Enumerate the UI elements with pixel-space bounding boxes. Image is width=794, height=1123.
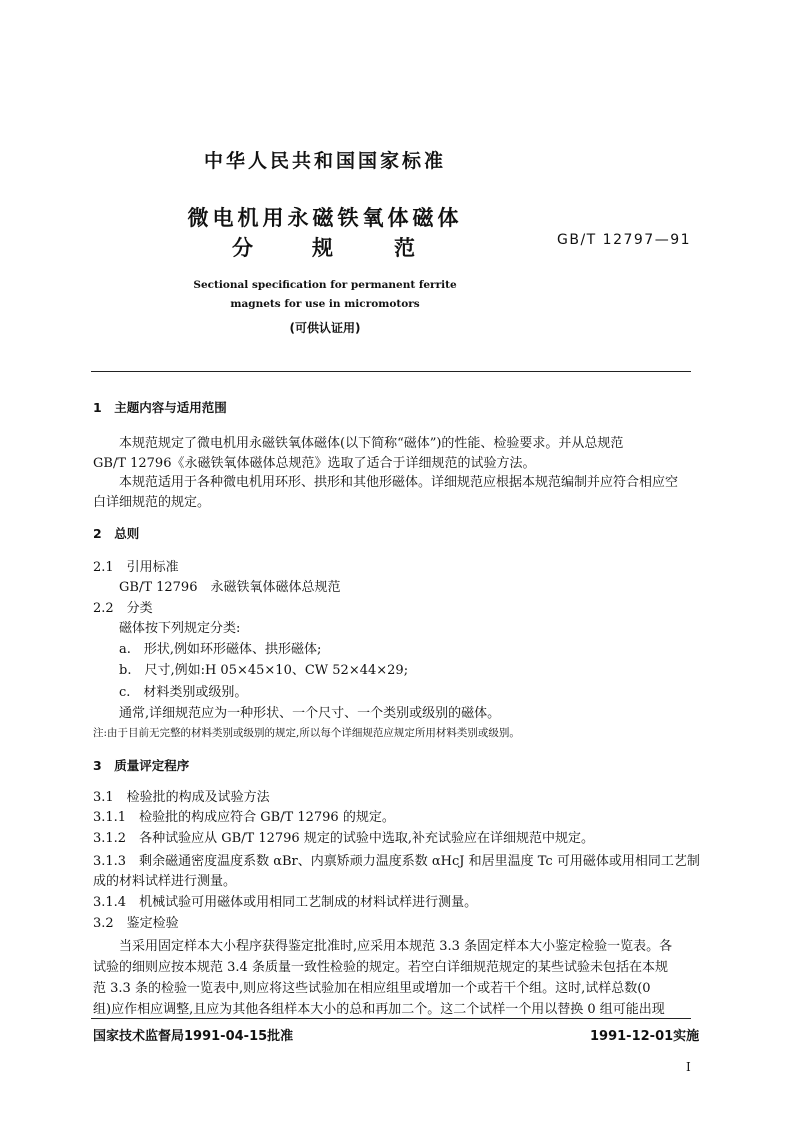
section3-1-1: 3.1.1 检验批的构成应符合 GB/T 12796 的规定。	[93, 810, 395, 825]
section3-2-line1: 当采用固定样本大小程序获得鉴定批准时,应采用本规范 3.3 条固定样本大小鉴定检验一览表。各	[119, 939, 673, 954]
section1-p1-line1: 本规范规定了微电机用永磁铁氧体磁体(以下简称“磁体”)的性能、检验要求。并从总规范	[119, 436, 624, 451]
section2-2-intro: 磁体按下列规定分类:	[119, 621, 241, 636]
section3-1-3-line2: 成的材料试样进行测量。	[93, 874, 237, 889]
section1-p2-line1: 本规范适用于各种微电机用环形、拱形和其他形磁体。详细规范应根据本规范编制并应符合相应空	[119, 475, 679, 490]
section1-p2-line2: 白详细规范的规定。	[93, 495, 211, 510]
national-standard-heading: 中华人民共和国国家标准	[203, 150, 446, 172]
section3-1-2: 3.1.2 各种试验应从 GB/T 12796 规定的试验中选取,补充试验应在详细规范中规定。	[93, 831, 594, 846]
classification-item-a: a. 形状,例如环形磁体、拱形磁体;	[119, 642, 322, 657]
title-char-2: 规	[312, 236, 333, 260]
title-char-3: 范	[394, 236, 415, 260]
classification-item-c: c. 材料类别或级别。	[119, 685, 248, 700]
title-char-1: 分	[232, 236, 253, 260]
certification-note: (可供认证用)	[289, 321, 361, 335]
section3-2-line4: 组)应作相应调整,且应为其他各组样本大小的总和再加二个。这二个试样一个用以替换 0 组可能出现	[93, 1002, 665, 1017]
header-divider	[91, 371, 691, 372]
section1-heading: 1 主题内容与适用范围	[93, 400, 227, 415]
english-title-line2: magnets for use in micromotors	[230, 298, 420, 310]
section3-2-line2: 试验的细则应按本规范 3.4 条质量一致性检验的规定。若空白详细规范规定的某些试验未包括在本规	[93, 960, 668, 975]
section2-note: 注:由于目前无完整的材料类别或级别的规定,所以每个详细规范应规定所用材料类别或级别。	[93, 727, 520, 739]
standard-title: 微电机用永磁铁氧体磁体	[187, 206, 463, 230]
section2-1-title: 2.1 引用标准	[93, 560, 179, 575]
section3-heading: 3 质量评定程序	[93, 758, 190, 773]
section2-2-title: 2.2 分类	[93, 601, 153, 616]
section3-2-title: 3.2 鉴定检验	[93, 916, 179, 931]
section2-heading: 2 总则	[93, 526, 140, 541]
standard-number: GB/T 12797—91	[557, 232, 692, 248]
section3-2-line3: 范 3.3 条的检验一览表中,则应将这些试验加在相应组里或增加一个或若干个组。这时,试样总数(0	[93, 981, 651, 996]
footer-divider	[91, 1018, 691, 1019]
section3-1-3-line1: 3.1.3 剩余磁通密度温度系数 αBr、内禀矫顽力温度系数 αHcJ 和居里温度 Tc 可用磁体或用相同工艺制	[93, 854, 700, 869]
section2-2-usual: 通常,详细规范应为一种形状、一个尺寸、一个类别或级别的磁体。	[119, 706, 501, 721]
english-title-line1: Sectional specification for permanent ferrite	[193, 279, 457, 291]
section1-p1-line2: GB/T 12796《永磁铁氧体磁体总规范》选取了适合于详细规范的试验方法。	[93, 456, 536, 471]
approval-date: 国家技术监督局1991-04-15批准	[93, 1029, 294, 1044]
section3-1-title: 3.1 检验批的构成及试验方法	[93, 790, 270, 805]
page-number: I	[686, 1060, 691, 1074]
implementation-date: 1991-12-01实施	[590, 1029, 700, 1044]
classification-item-b: b. 尺寸,例如:H 05×45×10、CW 52×44×29;	[119, 663, 409, 678]
section2-1-reference: GB/T 12796 永磁铁氧体磁体总规范	[119, 580, 341, 595]
section3-1-4: 3.1.4 机械试验可用磁体或用相同工艺制成的材料试样进行测量。	[93, 895, 478, 910]
